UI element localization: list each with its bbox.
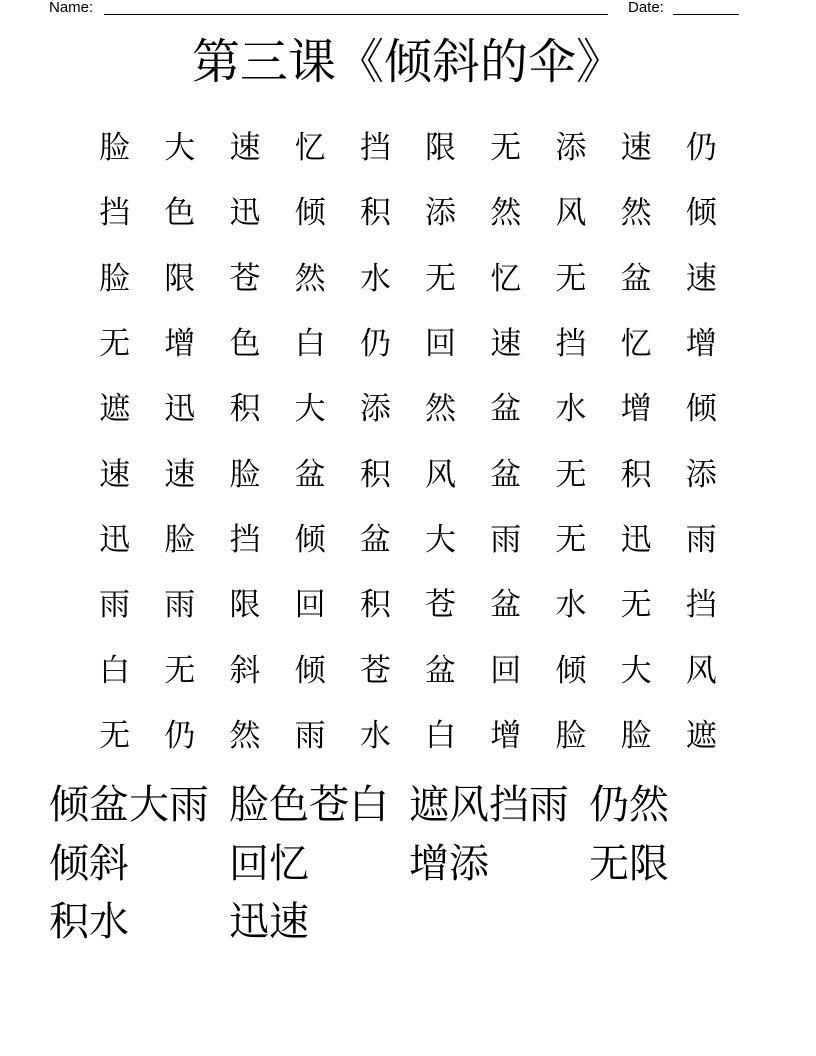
page-title: 第三课《倾斜的伞》 bbox=[191, 34, 624, 90]
grid-character: 风 bbox=[685, 652, 717, 689]
grid-character: 速 bbox=[164, 456, 196, 493]
grid-character: 仍 bbox=[685, 130, 717, 167]
grid-character: 回 bbox=[294, 587, 326, 624]
vocabulary-word: 积水 bbox=[49, 899, 129, 945]
grid-character: 雨 bbox=[99, 587, 131, 624]
grid-character: 脸 bbox=[164, 521, 196, 558]
grid-character: 脸 bbox=[99, 130, 131, 167]
grid-character: 白 bbox=[294, 326, 326, 363]
grid-character: 无 bbox=[99, 717, 131, 754]
vocabulary-word: 倾斜 bbox=[49, 840, 129, 887]
grid-character: 大 bbox=[620, 652, 652, 689]
grid-character: 大 bbox=[164, 130, 196, 167]
name-blank-line[interactable] bbox=[104, 14, 608, 15]
grid-character: 雨 bbox=[164, 587, 196, 624]
vocabulary-word: 回忆 bbox=[229, 840, 309, 887]
grid-character: 添 bbox=[359, 391, 391, 428]
grid-character: 限 bbox=[229, 587, 261, 624]
grid-character: 增 bbox=[685, 326, 717, 363]
grid-character: 风 bbox=[555, 195, 587, 232]
grid-character: 无 bbox=[490, 130, 522, 167]
grid-character: 忆 bbox=[294, 130, 326, 167]
vocabulary-word: 增添 bbox=[409, 840, 489, 887]
grid-character: 添 bbox=[555, 130, 587, 167]
date-label: Date: bbox=[628, 0, 664, 16]
grid-character: 挡 bbox=[359, 130, 391, 167]
date-blank-line[interactable] bbox=[673, 14, 739, 15]
grid-character: 迅 bbox=[620, 521, 652, 558]
grid-character: 无 bbox=[425, 260, 457, 297]
grid-character: 然 bbox=[294, 260, 326, 297]
grid-character: 无 bbox=[555, 456, 587, 493]
grid-character: 脸 bbox=[229, 456, 261, 493]
grid-character: 无 bbox=[555, 260, 587, 297]
grid-character: 盆 bbox=[620, 260, 652, 297]
grid-character: 限 bbox=[425, 130, 457, 167]
character-grid bbox=[82, 112, 734, 765]
grid-character: 速 bbox=[490, 326, 522, 363]
grid-character: 挡 bbox=[555, 326, 587, 363]
grid-character: 雨 bbox=[685, 521, 717, 558]
grid-character: 忆 bbox=[620, 326, 652, 363]
grid-character: 积 bbox=[229, 391, 261, 428]
grid-character: 倾 bbox=[294, 652, 326, 689]
grid-character: 白 bbox=[99, 652, 131, 689]
grid-character: 苍 bbox=[425, 587, 457, 624]
grid-character: 倾 bbox=[294, 195, 326, 232]
grid-character: 盆 bbox=[425, 652, 457, 689]
grid-character: 遮 bbox=[99, 391, 131, 428]
grid-character: 风 bbox=[425, 456, 457, 493]
vocabulary-word: 迅速 bbox=[229, 899, 309, 945]
grid-character: 水 bbox=[359, 260, 391, 297]
grid-character: 然 bbox=[490, 195, 522, 232]
grid-character: 盆 bbox=[490, 587, 522, 624]
grid-character: 忆 bbox=[490, 260, 522, 297]
grid-character: 积 bbox=[359, 456, 391, 493]
grid-character: 脸 bbox=[99, 260, 131, 297]
grid-character: 脸 bbox=[555, 717, 587, 754]
grid-character: 增 bbox=[490, 717, 522, 754]
grid-character: 大 bbox=[425, 521, 457, 558]
vocabulary-word: 倾盆大雨 bbox=[49, 782, 209, 828]
vocabulary-word: 仍然 bbox=[589, 782, 669, 828]
grid-character: 积 bbox=[359, 587, 391, 624]
grid-character: 苍 bbox=[359, 652, 391, 689]
grid-character: 无 bbox=[555, 521, 587, 558]
worksheet-header bbox=[0, 0, 816, 20]
grid-character: 增 bbox=[620, 391, 652, 428]
grid-character: 脸 bbox=[620, 717, 652, 754]
grid-character: 限 bbox=[164, 260, 196, 297]
vocabulary-list bbox=[49, 776, 769, 952]
grid-character: 速 bbox=[685, 260, 717, 297]
grid-character: 迅 bbox=[229, 195, 261, 232]
grid-character: 回 bbox=[490, 652, 522, 689]
grid-character: 盆 bbox=[490, 456, 522, 493]
grid-character: 增 bbox=[164, 326, 196, 363]
grid-character: 大 bbox=[294, 391, 326, 428]
grid-character: 添 bbox=[425, 195, 457, 232]
grid-character: 倾 bbox=[555, 652, 587, 689]
grid-character: 倾 bbox=[685, 195, 717, 232]
grid-character: 斜 bbox=[229, 652, 261, 689]
name-label: Name: bbox=[49, 0, 94, 16]
grid-character: 无 bbox=[99, 326, 131, 363]
grid-character: 色 bbox=[229, 326, 261, 363]
grid-character: 苍 bbox=[229, 260, 261, 297]
grid-character: 倾 bbox=[294, 521, 326, 558]
grid-character: 水 bbox=[555, 391, 587, 428]
vocabulary-word: 脸色苍白 bbox=[229, 782, 389, 828]
grid-character: 盆 bbox=[490, 391, 522, 428]
grid-character: 雨 bbox=[490, 521, 522, 558]
grid-character: 仍 bbox=[359, 326, 391, 363]
grid-character: 速 bbox=[620, 130, 652, 167]
grid-character: 无 bbox=[164, 652, 196, 689]
grid-character: 速 bbox=[229, 130, 261, 167]
vocabulary-word: 遮风挡雨 bbox=[409, 782, 569, 828]
grid-character: 回 bbox=[425, 326, 457, 363]
grid-character: 白 bbox=[425, 717, 457, 754]
grid-character: 添 bbox=[685, 456, 717, 493]
grid-character: 迅 bbox=[164, 391, 196, 428]
grid-character: 水 bbox=[359, 717, 391, 754]
grid-character: 雨 bbox=[294, 717, 326, 754]
grid-character: 遮 bbox=[685, 717, 717, 754]
grid-character: 盆 bbox=[294, 456, 326, 493]
grid-character: 然 bbox=[620, 195, 652, 232]
grid-character: 无 bbox=[620, 587, 652, 624]
grid-character: 然 bbox=[425, 391, 457, 428]
grid-character: 速 bbox=[99, 456, 131, 493]
grid-character: 倾 bbox=[685, 391, 717, 428]
grid-character: 迅 bbox=[99, 521, 131, 558]
grid-character: 水 bbox=[555, 587, 587, 624]
vocabulary-word: 无限 bbox=[589, 840, 669, 887]
grid-character: 挡 bbox=[229, 521, 261, 558]
grid-character: 积 bbox=[359, 195, 391, 232]
grid-character: 色 bbox=[164, 195, 196, 232]
grid-character: 积 bbox=[620, 456, 652, 493]
grid-character: 盆 bbox=[359, 521, 391, 558]
grid-character: 然 bbox=[229, 717, 261, 754]
grid-character: 仍 bbox=[164, 717, 196, 754]
grid-character: 挡 bbox=[685, 587, 717, 624]
grid-character: 挡 bbox=[99, 195, 131, 232]
